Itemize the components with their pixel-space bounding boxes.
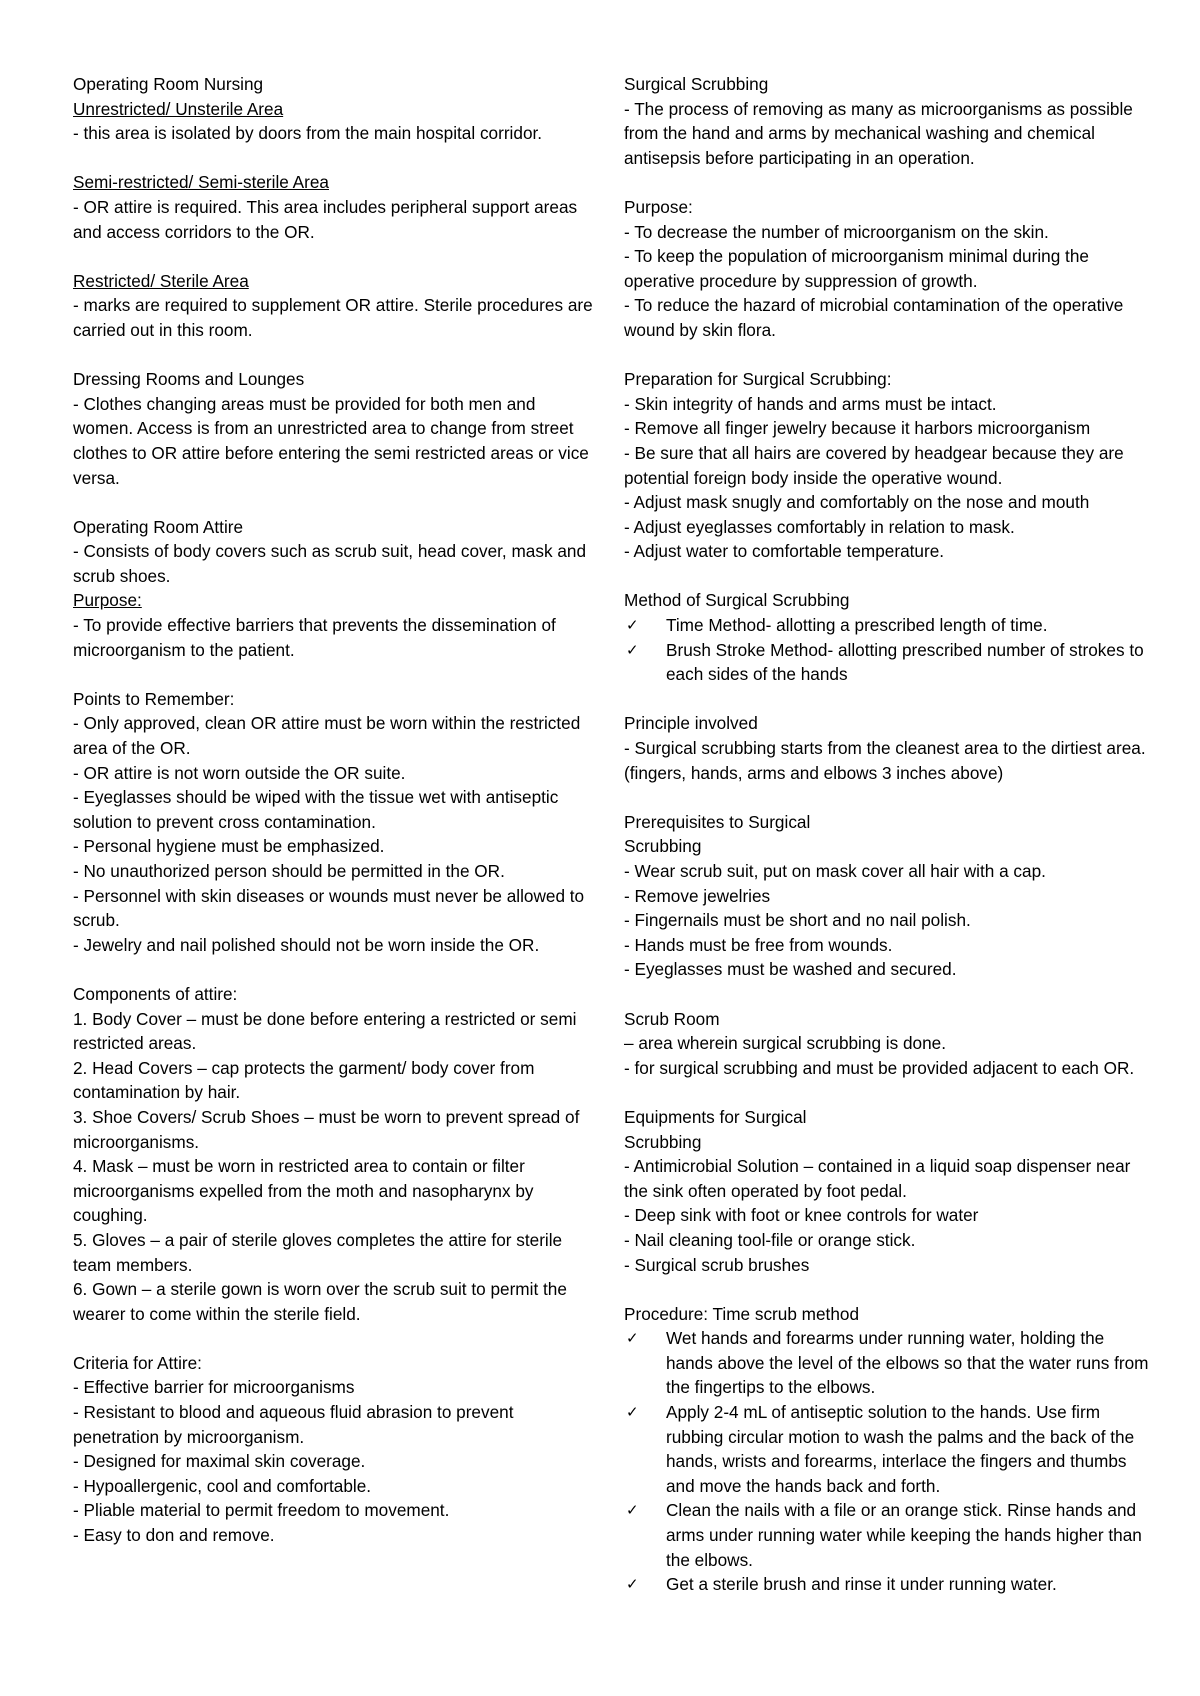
purpose-item: - To decrease the number of microorganism on the skin. <box>624 221 1049 242</box>
checkmark-icon: ✓ <box>626 1329 639 1348</box>
restricted-heading: Restricted/ Sterile Area <box>73 270 249 291</box>
method-item-text: Brush Stroke Method- allotting prescribed number of strokes to each sides of the hands <box>666 639 1144 685</box>
unrestricted-text: - this area is isolated by doors from the main hospital corridor. <box>73 123 543 144</box>
equipments-item: - Deep sink with foot or knee controls for water <box>624 1205 979 1226</box>
right-column <box>624 72 1149 1597</box>
scrub-room-item: – area wherein surgical scrubbing is done. <box>624 1033 946 1054</box>
components-item: 4. Mask – must be worn in restricted area to contain or filter microorganisms expelled from the moth and nasopharynx by coughing. <box>73 1156 534 1226</box>
components-heading: Components of attire: <box>73 983 238 1004</box>
semi-restricted-text: - OR attire is required. This area includes peripheral support areas and access corridors to the OR. <box>73 196 578 242</box>
components-item: 2. Head Covers – cap protects the garment/ body cover from contamination by hair. <box>73 1057 535 1103</box>
equipments-item: - Surgical scrub brushes <box>624 1254 810 1275</box>
criteria-item: - Hypoallergenic, cool and comfortable. <box>73 1475 372 1496</box>
purpose-item: - To keep the population of microorganism minimal during the operative procedure by suppression of growth. <box>624 246 1089 291</box>
equipments-heading: Equipments for Surgical <box>624 1106 807 1127</box>
criteria-item: - Designed for maximal skin coverage. <box>73 1451 366 1472</box>
points-item: - Jewelry and nail polished should not be worn inside the OR. <box>73 934 540 955</box>
prerequisites-item: - Hands must be free from wounds. <box>624 934 893 955</box>
preparation-heading: Preparation for Surgical Scrubbing: <box>624 369 892 390</box>
procedure-step-text: Wet hands and forearms under running water, holding the hands above the level of the elbows so that the water runs from the fingertips to the elbows. <box>666 1328 1149 1398</box>
equipments-heading-cont: Scrubbing <box>624 1131 702 1152</box>
points-item: - Personnel with skin diseases or wounds must never be allowed to scrub. <box>73 885 585 931</box>
method-item-text: Time Method- allotting a prescribed length of time. <box>666 615 1048 636</box>
points-item: - Only approved, clean OR attire must be worn within the restricted area of the OR. <box>73 713 581 759</box>
procedure-step <box>624 1400 1149 1498</box>
preparation-item: - Adjust mask snugly and comfortably on the nose and mouth <box>624 492 1090 513</box>
prerequisites-item: - Fingernails must be short and no nail polish. <box>624 910 971 931</box>
method-item <box>624 613 1149 638</box>
surgical-scrubbing-text: - The process of removing as many as microorganisms as possible from the hand and arms by mechanical washing and chemical antisepsis before participating in an operation. <box>624 98 1133 168</box>
criteria-heading: Criteria for Attire: <box>73 1352 202 1373</box>
restricted-text: - marks are required to supplement OR attire. Sterile procedures are carried out in this room. <box>73 295 593 340</box>
purpose-item: - To reduce the hazard of microbial contamination of the operative wound by skin flora. <box>624 295 1124 340</box>
criteria-item: - Resistant to blood and aqueous fluid abrasion to prevent penetration by microorganism. <box>73 1402 514 1447</box>
purpose-heading: Purpose: <box>624 196 693 217</box>
prerequisites-item: - Eyeglasses must be washed and secured. <box>624 959 957 980</box>
procedure-heading: Procedure: Time scrub method <box>624 1303 860 1324</box>
preparation-item: - Adjust eyeglasses comfortably in relation to mask. <box>624 516 1015 537</box>
semi-restricted-heading: Semi-restricted/ Semi-sterile Area <box>73 172 329 193</box>
dressing-heading: Dressing Rooms and Lounges <box>73 369 305 390</box>
criteria-item: - Easy to don and remove. <box>73 1525 275 1546</box>
procedure-step-text: Apply 2-4 mL of antiseptic solution to the hands. Use firm rubbing circular motion to wash the palms and the back of the hands, wrists and forearms, interlace the fingers and thumbs and move the hands back and forth. <box>666 1402 1135 1496</box>
principle-text: - Surgical scrubbing starts from the cleanest area to the dirtiest area. (fingers, hands, arms and elbows 3 inches above) <box>624 738 1146 783</box>
procedure-step-text: Get a sterile brush and rinse it under running water. <box>666 1574 1057 1595</box>
principle-heading: Principle involved <box>624 713 758 734</box>
points-item: - Personal hygiene must be emphasized. <box>73 836 385 857</box>
components-item: 6. Gown – a sterile gown is worn over the scrub suit to permit the wearer to come within the sterile field. <box>73 1279 567 1324</box>
points-item: - OR attire is not worn outside the OR suite. <box>73 762 406 783</box>
criteria-item: - Effective barrier for microorganisms <box>73 1377 355 1398</box>
scrub-room-item: - for surgical scrubbing and must be provided adjacent to each OR. <box>624 1057 1135 1078</box>
components-item: 5. Gloves – a pair of sterile gloves completes the attire for sterile team members. <box>73 1229 563 1275</box>
components-item: 1. Body Cover – must be done before entering a restricted or semi restricted areas. <box>73 1008 577 1054</box>
components-item: 3. Shoe Covers/ Scrub Shoes – must be worn to prevent spread of microorganisms. <box>73 1106 580 1152</box>
procedure-step <box>624 1326 1149 1400</box>
document-title: Operating Room Nursing <box>73 74 264 94</box>
prerequisites-heading-cont: Scrubbing <box>624 836 702 857</box>
preparation-item: - Skin integrity of hands and arms must be intact. <box>624 393 997 414</box>
preparation-item: - Remove all finger jewelry because it harbors microorganism <box>624 418 1091 439</box>
criteria-item: - Pliable material to permit freedom to movement. <box>73 1500 450 1521</box>
attire-text: - Consists of body covers such as scrub suit, head cover, mask and scrub shoes. <box>73 541 586 586</box>
left-column <box>73 72 593 1548</box>
prerequisites-item: - Remove jewelries <box>624 885 771 906</box>
prerequisites-heading: Prerequisites to Surgical <box>624 811 811 832</box>
equipments-item: - Antimicrobial Solution – contained in a liquid soap dispenser near the sink often operated by foot pedal. <box>624 1156 1131 1201</box>
points-heading: Points to Remember: <box>73 688 235 709</box>
unrestricted-heading: Unrestricted/ Unsterile Area <box>73 98 284 119</box>
attire-purpose-text: - To provide effective barriers that prevents the dissemination of microorganism to the patient. <box>73 615 556 660</box>
checkmark-icon: ✓ <box>626 1403 639 1422</box>
procedure-step-text: Clean the nails with a file or an orange stick. Rinse hands and arms under running water while keeping the hands higher than the elbows. <box>666 1500 1142 1570</box>
procedure-step <box>624 1498 1149 1572</box>
equipments-item: - Nail cleaning tool-file or orange stick. <box>624 1229 916 1250</box>
procedure-step <box>624 1572 1149 1597</box>
attire-purpose-label: Purpose: <box>73 590 142 611</box>
checkmark-icon: ✓ <box>626 616 639 635</box>
checkmark-icon: ✓ <box>626 640 639 659</box>
surgical-scrubbing-heading: Surgical Scrubbing <box>624 74 769 94</box>
checkmark-icon: ✓ <box>626 1575 639 1594</box>
dressing-text: - Clothes changing areas must be provided for both men and women. Access is from an unrestricted area to change from street clothes to OR attire before entering the semi restricted areas or vice versa. <box>73 393 589 488</box>
prerequisites-item: - Wear scrub suit, put on mask cover all hair with a cap. <box>624 861 1046 881</box>
scrub-room-heading: Scrub Room <box>624 1008 720 1029</box>
points-item: - Eyeglasses should be wiped with the tissue wet with antiseptic solution to prevent cross contamination. <box>73 787 559 832</box>
preparation-item: - Be sure that all hairs are covered by headgear because they are potential foreign body inside the operative wound. <box>624 442 1124 488</box>
points-item: - No unauthorized person should be permitted in the OR. <box>73 861 505 881</box>
method-item <box>624 638 1149 687</box>
method-heading: Method of Surgical Scrubbing <box>624 590 850 611</box>
checkmark-icon: ✓ <box>626 1501 639 1520</box>
preparation-item: - Adjust water to comfortable temperature. <box>624 541 945 562</box>
attire-heading: Operating Room Attire <box>73 516 244 537</box>
